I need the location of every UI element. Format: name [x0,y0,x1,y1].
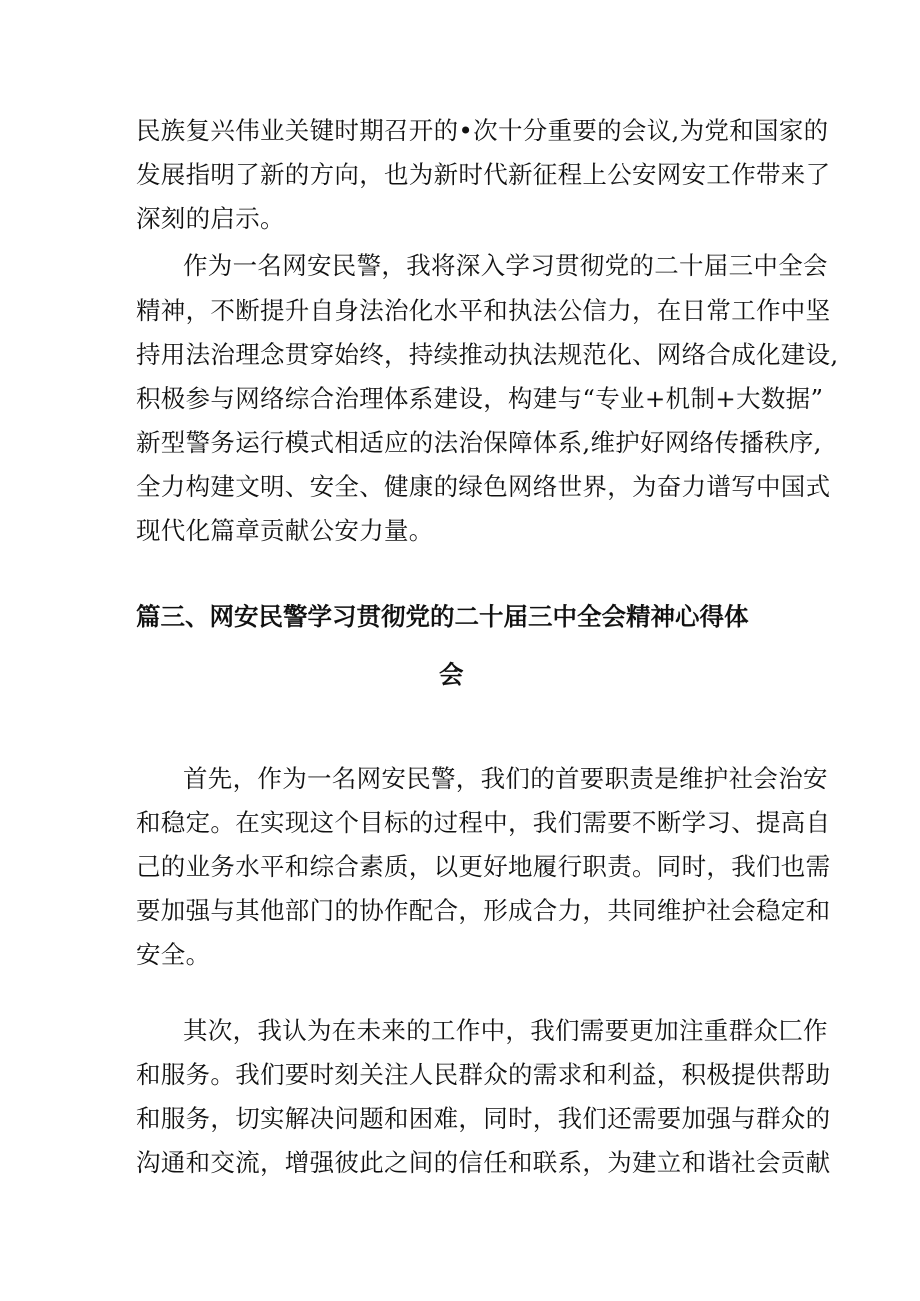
paragraph-3-line-2: 和稳定。在实现这个目标的过程中，我们需要不断学习、提高自 [136,808,831,837]
section-heading: 篇三、网安民警学习贯彻党的二十届三中全会精神心得体 [136,602,749,631]
paragraph-4-line-3: 和服务，切实解决问题和困难，同时，我们还需要加强与群众的 [136,1104,831,1133]
paragraph-1-line-1: 民族复兴伟业关键时期召开的•次十分重要的会议,为党和国家的 [136,116,829,145]
paragraph-4-line-4: 沟通和交流，增强彼此之间的信任和联系，为建立和谐社会贡献 [136,1148,831,1177]
paragraph-2-line-6: 全力构建文明、安全、健康的绿色网络世界，为奋力谱写中国式 [136,472,831,501]
paragraph-4-line-1: 其次，我认为在未来的工作中，我们需要更加注重群众匚作 [183,1016,828,1045]
paragraph-3-line-5: 安全。 [136,940,211,969]
paragraph-2-line-4: 积极参与网络综合治理体系建设，构建与“专业+机制+大数据” [136,384,824,413]
paragraph-3-line-3: 己的业务水平和综合素质，以更好地履行职责。同时，我们也需 [136,852,831,881]
paragraph-2-line-3: 持用法治理念贯穿始终，持续推动执法规范化、网络合成化建设, [136,340,839,369]
paragraph-2-line-2: 精神，不断提升自身法治化水平和执法公信力，在日常工作中坚 [136,296,831,325]
paragraph-2-line-5: 新型警务运行模式相适应的法治保障体系,维护好网络传播秩序, [136,428,822,457]
paragraph-4-line-2: 和服务。我们要时刻关注人民群众的需求和利益，积极提供帮助 [136,1060,831,1089]
paragraph-1-line-2: 发展指明了新的方向，也为新时代新征程上公安网安工作带来了 [136,160,831,189]
paragraph-1-line-3: 深刻的启示。 [136,204,285,233]
section-heading-continuation: 会 [439,660,464,689]
paragraph-3-line-1: 首先，作为一名网安民警，我们的首要职责是维护社会治安 [183,764,828,793]
paragraph-3-line-4: 要加强与其他部门的协作配合，形成合力，共同维护社会稳定和 [136,896,831,925]
paragraph-2-line-1: 作为一名网安民警，我将深入学习贯彻党的二十届三中全会 [183,251,828,280]
paragraph-2-line-7: 现代化篇章贡献公安力量。 [136,516,434,545]
